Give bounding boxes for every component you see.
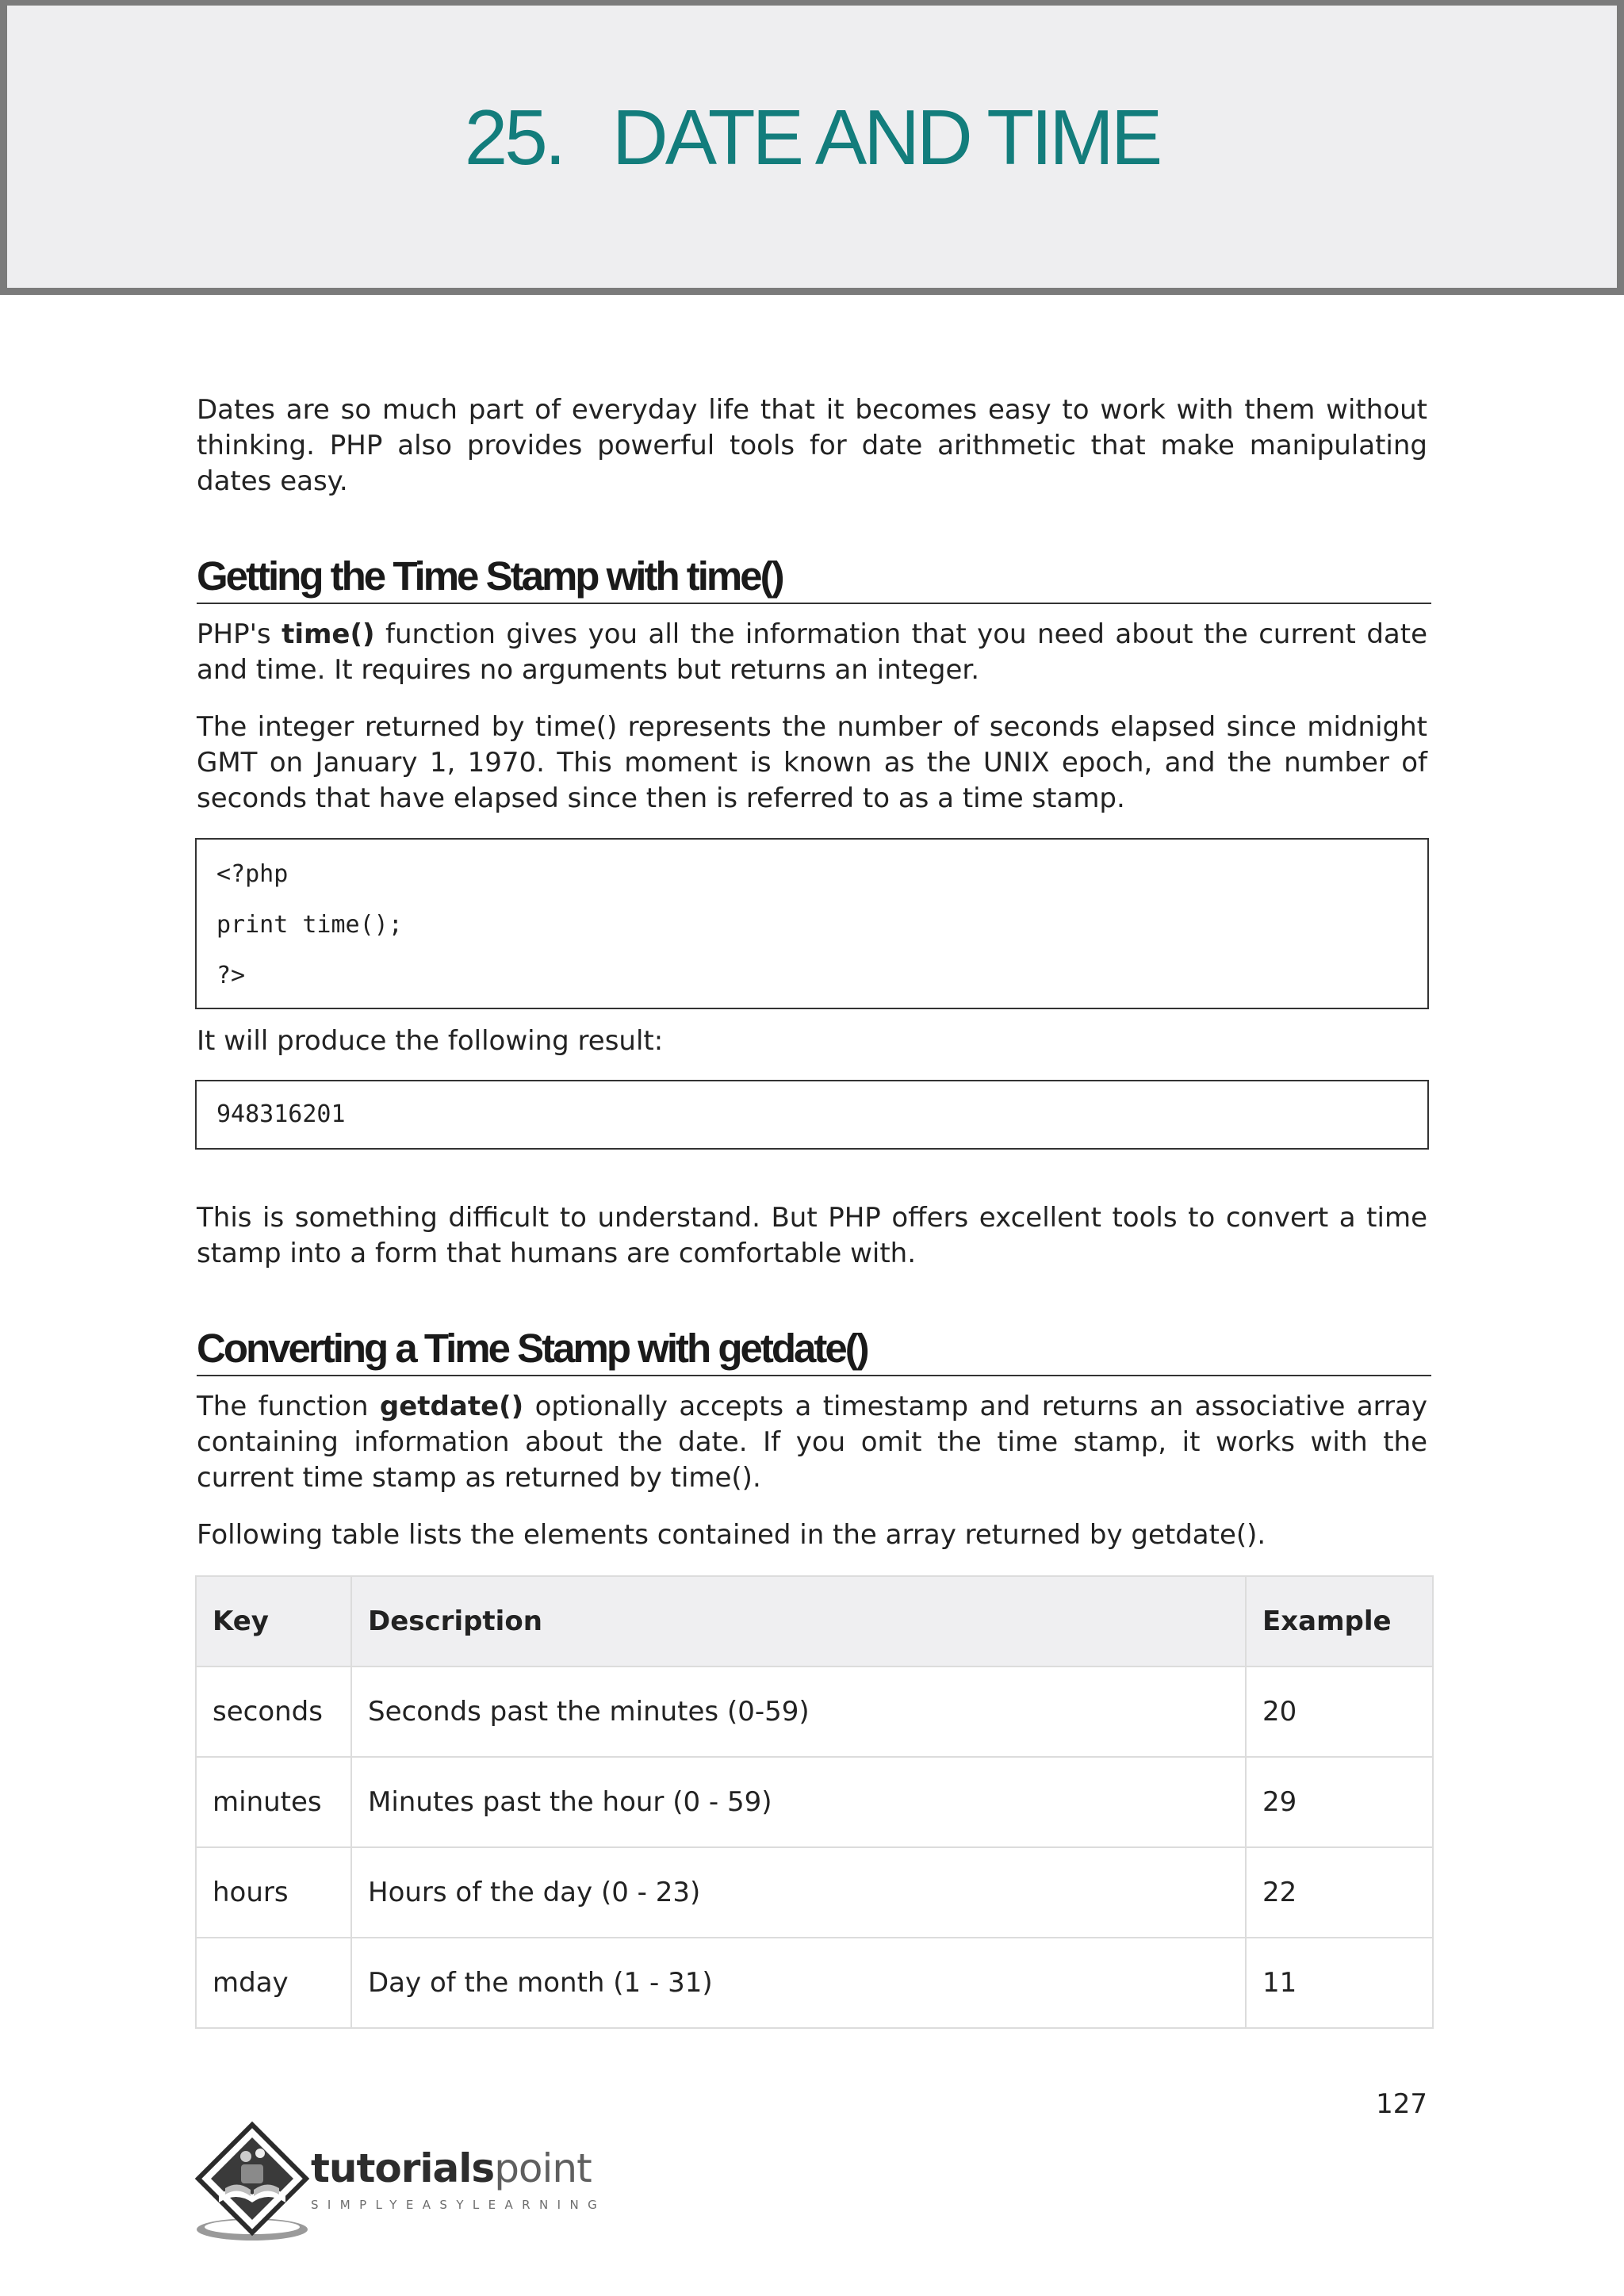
cell-description: Hours of the day (0 - 23) bbox=[351, 1847, 1246, 1938]
logo-emblem-icon bbox=[195, 2118, 314, 2245]
logo-wordmark: tutorialspoint bbox=[311, 2145, 592, 2191]
chapter-number: 25. bbox=[464, 94, 563, 181]
cell-example: 29 bbox=[1246, 1757, 1433, 1847]
code-line: ?> bbox=[216, 962, 246, 989]
code-line: print time(); bbox=[216, 911, 403, 939]
output-value: 948316201 bbox=[216, 1100, 346, 1128]
page-content bbox=[197, 392, 1427, 2029]
table-header-row bbox=[196, 1576, 1433, 1667]
table-row bbox=[196, 1757, 1433, 1847]
cell-key: hours bbox=[196, 1847, 351, 1938]
chapter-name: DATE AND TIME bbox=[611, 94, 1160, 181]
cell-example: 20 bbox=[1246, 1667, 1433, 1757]
epoch-paragraph: The integer returned by time() represents the number of seconds elapsed since midnight GMT on January 1, 1970. This moment is known as the UNIX epoch, and the number of seconds that have elapsed since then is referred to as a time stamp. bbox=[197, 711, 1427, 814]
cell-key: minutes bbox=[196, 1757, 351, 1847]
cell-example: 22 bbox=[1246, 1847, 1433, 1938]
time-function-paragraph: PHP's time() function gives you all the information that you need about the current date and time. It requires no arguments but returns an integer. bbox=[197, 618, 1427, 686]
cell-description: Seconds past the minutes (0-59) bbox=[351, 1667, 1246, 1757]
section-heading-getdate: Converting a Time Stamp with getdate() bbox=[197, 1322, 1431, 1376]
chapter-header bbox=[0, 0, 1624, 295]
header-example: Example bbox=[1246, 1576, 1433, 1667]
code-line: <?php bbox=[216, 860, 289, 888]
header-key: Key bbox=[196, 1576, 351, 1667]
table-row bbox=[196, 1667, 1433, 1757]
cell-description: Minutes past the hour (0 - 59) bbox=[351, 1757, 1246, 1847]
cell-key: mday bbox=[196, 1938, 351, 2028]
table-row bbox=[196, 1847, 1433, 1938]
cell-description: Day of the month (1 - 31) bbox=[351, 1938, 1246, 2028]
page-number: 127 bbox=[1376, 2088, 1427, 2120]
intro-paragraph: Dates are so much part of everyday life that it becomes easy to work with them without thinking. PHP also provides powerful tools for date arithmetic that make manipulating dates easy. bbox=[197, 394, 1427, 497]
chapter-title bbox=[7, 93, 1617, 182]
cell-key: seconds bbox=[196, 1667, 351, 1757]
conversion-intro-paragraph: This is something difficult to understand. But PHP offers excellent tools to convert a time stamp into a form that humans are comfortable with. bbox=[197, 1202, 1427, 1269]
header-description: Description bbox=[351, 1576, 1246, 1667]
logo-tagline: SIMPLYEASYLEARNING bbox=[311, 2198, 607, 2212]
code-block bbox=[195, 838, 1429, 1009]
inline-code-time: time() bbox=[282, 618, 375, 650]
inline-code-getdate: getdate() bbox=[379, 1391, 524, 1422]
tutorialspoint-logo bbox=[195, 2118, 607, 2245]
table-intro-paragraph: Following table lists the elements contained in the array returned by getdate(). bbox=[197, 1519, 1266, 1551]
output-block bbox=[195, 1080, 1429, 1150]
section-heading-time: Getting the Time Stamp with time() bbox=[197, 550, 1431, 604]
cell-example: 11 bbox=[1246, 1938, 1433, 2028]
getdate-table bbox=[195, 1575, 1434, 2029]
table-row bbox=[196, 1938, 1433, 2028]
getdate-paragraph: The function getdate() optionally accepts a timestamp and returns an associative array containing information about the date. If you omit the time stamp, it works with the current time stamp as returned by time(). bbox=[197, 1391, 1428, 1494]
result-label: It will produce the following result: bbox=[197, 1025, 664, 1057]
